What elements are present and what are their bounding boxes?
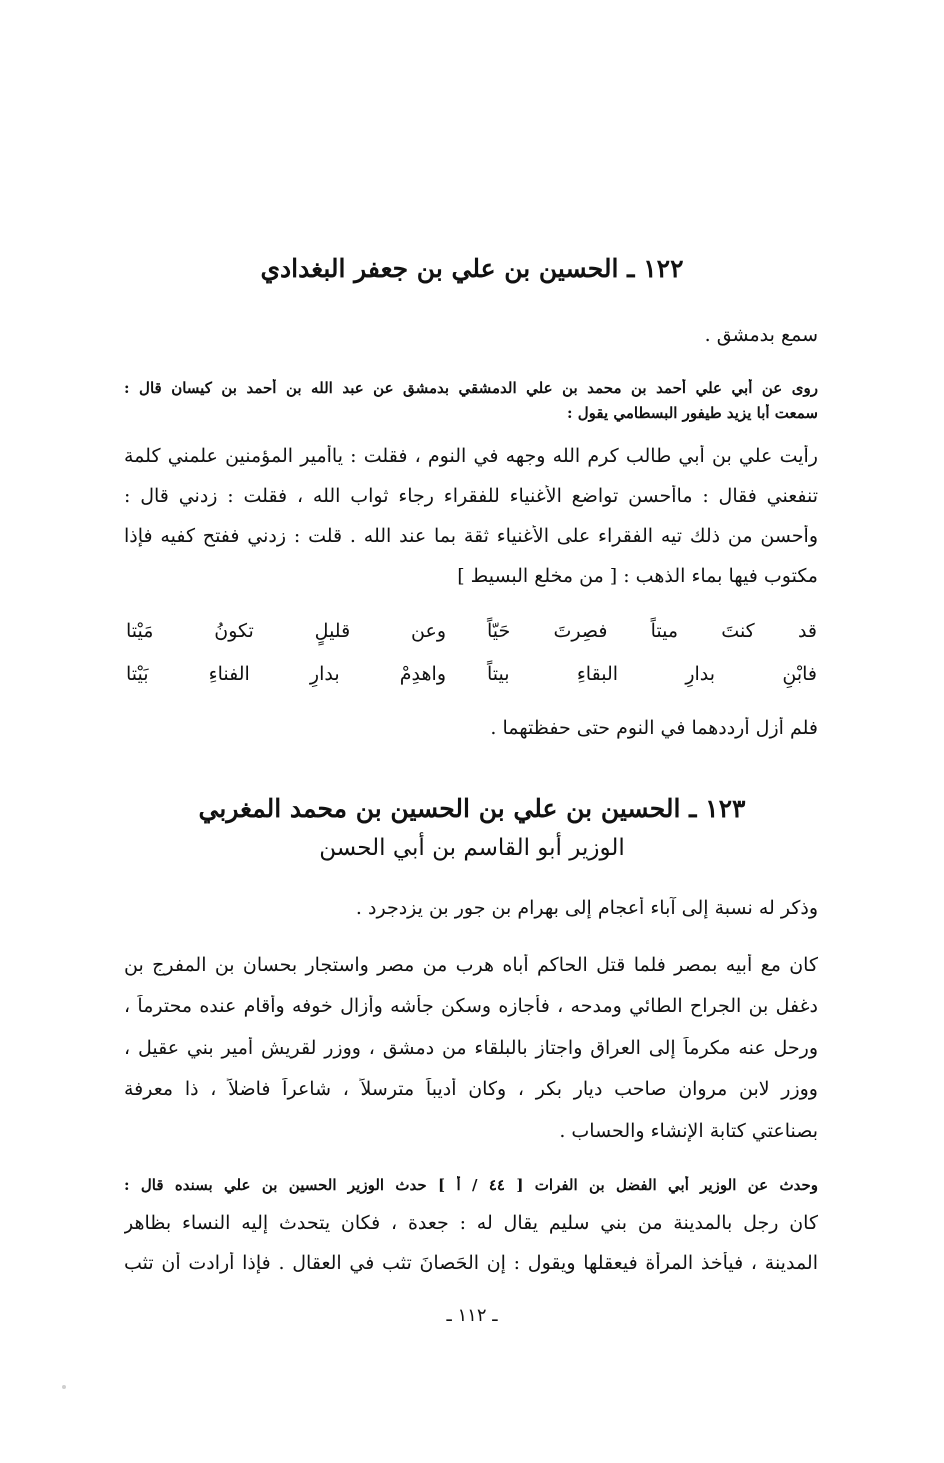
closing-line: فلم أزل أرددهما في النوم حتى حفظتهما . [490, 717, 818, 739]
scan-speck [62, 1385, 66, 1389]
verse-1-second-hemistich: وعن قليلٍ تكونُ مَيْتا [126, 620, 446, 642]
story-line-1: كان رجل بالمدينة من بني سليم يقال له : جعدة ، فكان يتحدث إليه النساء بظاهر [124, 1212, 818, 1234]
bio-line-3: ورحل عنه مكرماً إلى العراق واجتاز بالبلقاء من دمشق ، ووزر لقريش أمير بني عقيل ، [124, 1037, 818, 1059]
body-line-4: مكتوب فيها بماء الذهب : [ من مخلع البسيط ] [457, 565, 818, 587]
verse-2-second-hemistich: واهدِمْ بدارِ الفناءِ بَيْتا [126, 663, 446, 685]
section-122-title: ١٢٢ ـ الحسين بن علي بن جعفر البغدادي [260, 254, 684, 283]
isnad-line-2: سمعت أبا يزيد طيفور البسطامي يقول : [566, 404, 818, 422]
bio-line-1: كان مع أبيه بمصر فلما قتل الحاكم أباه هرب من مصر واستجار بحسان بن المفرج بن [124, 954, 818, 976]
bio-line-4: ووزر لابن مروان صاحب ديار بكر ، وكان أديباً مترسلاً ، شاعراً فاضلاً ، ذا معرفة [124, 1078, 818, 1100]
lineage-note: وذكر له نسبة إلى آباء أعجام إلى بهرام بن جور بن يزدجرد . [355, 897, 818, 919]
verse-1-first-hemistich: قد كنتَ ميتاً فصِرتَ حَيّاً [487, 620, 817, 642]
bio-line-5: بصناعتي كتابة الإنشاء والحساب . [559, 1120, 818, 1142]
body-line-2: تنفعني فقال : ماأحسن تواضع الأغنياء للفقراء رجاء ثواب الله ، فقلت : زدني قال : [124, 485, 818, 507]
section-123-subtitle: الوزير أبو القاسم بن أبي الحسن [319, 835, 625, 861]
body-line-1: رأيت علي بن أبي طالب كرم الله وجهه في النوم ، فقلت : ياأمير المؤمنين علمني كلمة [124, 445, 818, 467]
bio-line-2: دغفل بن الجراح الطائي ومدحه ، فأجازه وسكن جأشه وأزال خوفه وأقام عنده محترماً ، [124, 995, 818, 1017]
verse-2-first-hemistich: فابْنِ بدارِ البقاءِ بيتاً [487, 663, 817, 685]
section-123-title: ١٢٣ ـ الحسين بن علي بن الحسين بن محمد المغربي [198, 794, 746, 823]
isnad-line-1: روى عن أبي علي أحمد بن محمد بن علي الدمشقي بدمشق عن عبد الله بن أحمد بن كيسان قال : [124, 379, 818, 397]
page-number: ـ ١١٢ ـ [446, 1305, 498, 1326]
story-line-2: المدينة ، فيأخذ المرأة فيعقلها ويقول : إن الحَصانَ تثب في العقال . فإذا أرادت أن تثب [124, 1252, 818, 1274]
heard-note: سمع بدمشق . [704, 324, 818, 346]
isnad-123: وحدث عن الوزير أبي الفضل بن الفرات [ ٤٤ / أ ] حدث الوزير الحسين بن علي بسنده قال : [124, 1176, 818, 1194]
body-line-3: وأحسن من ذلك تيه الفقراء على الأغنياء ثقة بما عند الله . قلت : زدني ففتح كفيه فإذا [124, 525, 818, 547]
